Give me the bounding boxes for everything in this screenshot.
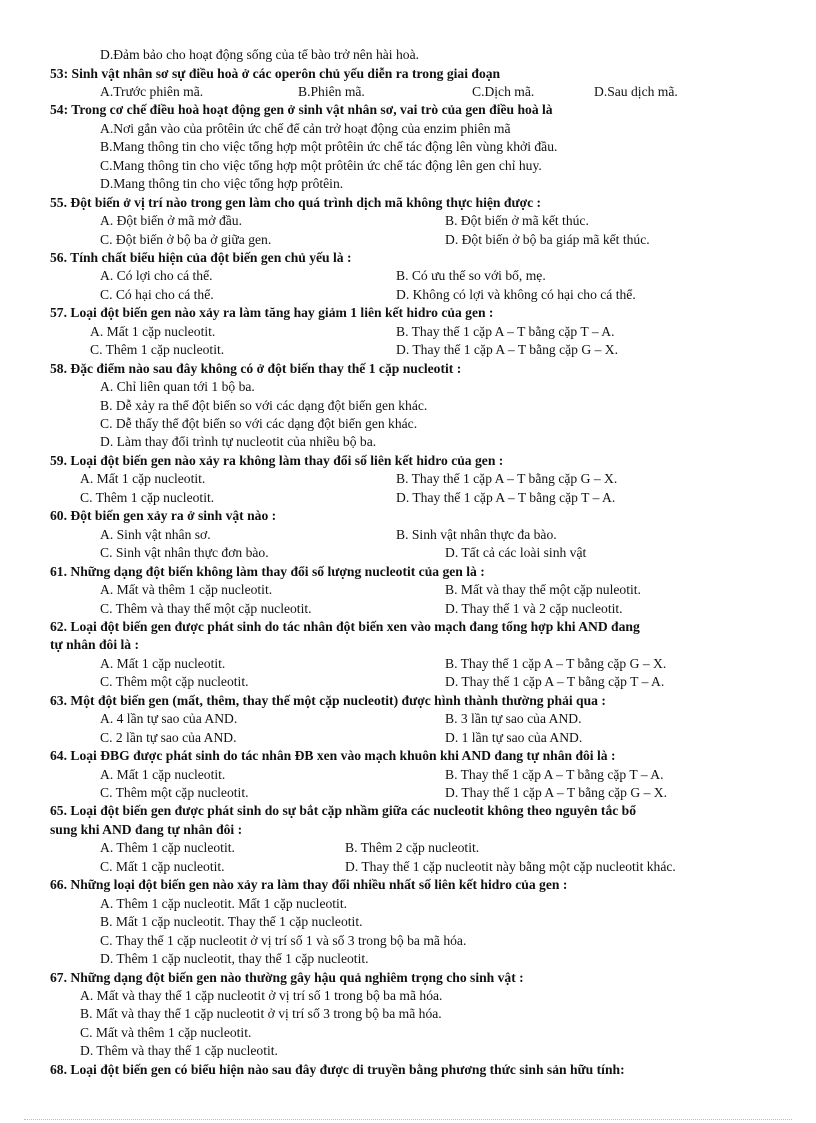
answer-option-row — [0, 489, 816, 507]
question-text: 53: Sinh vật nhân sơ sự điều hoà ở các operôn chủ yếu diễn ra trong giai đoạn — [50, 65, 501, 81]
answer-option: D. Thay thế 1 cặp A – T bằng cặp G – X. — [445, 785, 667, 800]
answer-option: D. Tất cả các loài sinh vật — [445, 545, 587, 561]
answer-option: A.Trước phiên mã. — [100, 83, 204, 99]
answer-option: A. Sinh vật nhân sơ. — [100, 526, 211, 542]
question-text: 65. Loại đột biến gen được phát sinh do sự bắt cặp nhầm giữa các nucleotit không theo nguyên tắc bổ — [50, 803, 637, 819]
answer-option-row — [0, 655, 816, 673]
answer-option: A. Mất 1 cặp nucleotit. — [100, 655, 226, 671]
answer-option: C. Mất và thêm 1 cặp nucleotit. — [80, 1024, 252, 1040]
answer-option-row — [0, 544, 816, 562]
answer-option-row — [0, 341, 816, 359]
answer-option: B. Mất 1 cặp nucleotit. Thay thế 1 cặp nucleotit. — [100, 914, 363, 930]
question-text: 63. Một đột biến gen (mất, thêm, thay thế một cặp nucleotit) được hình thành thường phải qua : — [50, 692, 606, 708]
answer-option: A. Mất 1 cặp nucleotit. — [80, 471, 206, 487]
answer-option: C. 2 lần tự sao của AND. — [100, 729, 237, 745]
answer-option-row — [0, 839, 816, 857]
question-text: 67. Những dạng đột biến gen nào thường gây hậu quả nghiêm trọng cho sinh vật : — [50, 969, 524, 985]
answer-option: A. Chỉ liên quan tới 1 bộ ba. — [100, 379, 255, 395]
answer-option: A. Mất 1 cặp nucleotit. — [100, 766, 226, 782]
answer-option: B.Mang thông tin cho việc tổng hợp một prôtêin ức chế tác động lên vùng khởi đầu. — [100, 139, 558, 155]
answer-option: B. Mất và thay thế 1 cặp nucleotit ở vị trí số 3 trong bộ ba mã hóa. — [80, 1006, 442, 1022]
answer-option: A. 4 lần tự sao của AND. — [100, 711, 238, 727]
answer-option: D. Thay thế 1 cặp A – T bằng cặp T – A. — [396, 489, 616, 505]
answer-option-row — [0, 710, 816, 728]
answer-option: D.Sau dịch mã. — [594, 83, 678, 99]
answer-option: D. Làm thay đổi trình tự nucleotit của nhiều bộ ba. — [100, 434, 377, 450]
answer-option-row — [0, 729, 816, 747]
answer-option: A. Mất 1 cặp nucleotit. — [90, 323, 216, 339]
answer-option-row — [0, 323, 816, 341]
answer-option: C. Có hại cho cá thể. — [100, 286, 214, 302]
answer-option: C. Thêm 1 cặp nucleotit. — [80, 489, 215, 505]
answer-option: D. Thay thế 1 cặp A – T bằng cặp T – A. — [445, 674, 665, 690]
answer-option: A. Đột biến ở mã mở đầu. — [100, 213, 242, 228]
answer-option: C. Thêm một cặp nucleotit. — [100, 674, 249, 690]
answer-option: C. Sinh vật nhân thực đơn bào. — [100, 545, 269, 561]
answer-option: C.Mang thông tin cho việc tổng hợp một prôtêin ức chế tác động lên gen chỉ huy. — [100, 157, 542, 173]
answer-option: D. 1 lần tự sao của AND. — [445, 729, 583, 745]
answer-option: C. Đột biến ở bộ ba ở giữa gen. — [100, 231, 272, 247]
answer-option: D. Thay thế 1 và 2 cặp nucleotit. — [445, 600, 623, 616]
answer-option: C.Dịch mã. — [472, 83, 535, 99]
answer-option-row — [0, 600, 816, 618]
answer-option: B. 3 lần tự sao của AND. — [445, 711, 582, 727]
answer-option-row — [0, 267, 816, 285]
answer-option: B. Sinh vật nhân thực đa bào. — [396, 526, 557, 542]
answer-option: D.Đảm bảo cho hoạt động sống của tế bào trở nên hài hoà. — [100, 47, 420, 62]
answer-option: B. Dễ xảy ra thể đột biến so với các dạng đột biến gen khác. — [100, 397, 428, 413]
answer-option: B. Thay thế 1 cặp A – T bằng cặp G – X. — [445, 655, 667, 671]
answer-option: D. Thay thế 1 cặp A – T bằng cặp G – X. — [396, 342, 618, 358]
answer-option: D. Thêm và thay thế 1 cặp nucleotit. — [80, 1043, 278, 1059]
answer-option-row — [0, 766, 816, 784]
question-text: 60. Đột biến gen xảy ra ở sinh vật nào : — [50, 508, 277, 524]
answer-option: A. Có lợi cho cá thể. — [100, 268, 213, 284]
answer-option: C. Thay thế 1 cặp nucleotit ở vị trí số 1 và số 3 trong bộ ba mã hóa. — [100, 932, 467, 948]
answer-option-row — [0, 286, 816, 304]
answer-option: B.Phiên mã. — [298, 83, 365, 99]
answer-option-row — [0, 858, 816, 876]
answer-option-row — [0, 784, 816, 802]
answer-option: D. Không có lợi và không có hại cho cá thể. — [396, 286, 636, 302]
answer-option-row — [0, 526, 816, 544]
question-text: 58. Đặc điểm nào sau đây không có ở đột biến thay thế 1 cặp nucleotit : — [50, 360, 462, 376]
answer-option-row — [0, 83, 816, 101]
answer-option-row — [0, 231, 816, 249]
question-text: 55. Đột biến ở vị trí nào trong gen làm cho quá trình dịch mã không thực hiện được : — [50, 194, 542, 210]
answer-option: A. Thêm 1 cặp nucleotit. Mất 1 cặp nucleotit. — [100, 895, 348, 911]
answer-option: B. Mất và thay thế một cặp nuleotit. — [445, 582, 641, 597]
question-text: 56. Tính chất biểu hiện của đột biến gen chủ yếu là : — [50, 249, 352, 265]
answer-option: D.Mang thông tin cho việc tổng hợp prôtêin. — [100, 176, 344, 192]
question-text: 54: Trong cơ chế điều hoà hoạt động gen ở sinh vật nhân sơ, vai trò của gen điều hoà là — [50, 102, 553, 118]
question-text: 59. Loại đột biến gen nào xảy ra không làm thay đổi số liên kết hidro của gen : — [50, 452, 504, 468]
page-bottom-divider — [24, 1119, 792, 1120]
answer-option: A. Thêm 1 cặp nucleotit. — [100, 840, 235, 856]
question-text: 64. Loại ĐBG được phát sinh do tác nhân ĐB xen vào mạch khuôn khi AND đang tự nhân đôi là : — [50, 748, 616, 764]
question-text: 66. Những loại đột biến gen nào xảy ra làm thay đổi nhiều nhất số liên kết hidro của gen : — [50, 877, 568, 893]
answer-option: B. Thay thế 1 cặp A – T bằng cặp G – X. — [396, 471, 618, 487]
answer-option: C. Mất 1 cặp nucleotit. — [100, 858, 225, 874]
answer-option: D. Thêm 1 cặp nucleotit, thay thế 1 cặp nucleotit. — [100, 951, 369, 966]
question-text: 61. Những dạng đột biến không làm thay đổi số lượng nucleotit của gen là : — [50, 563, 485, 579]
question-text: 62. Loại đột biến gen được phát sinh do tác nhân đột biến xen vào mạch đang tổng hợp khi AND đang — [50, 618, 640, 634]
answer-option: B. Có ưu thế so với bố, mẹ. — [396, 268, 546, 284]
question-text: tự nhân đôi là : — [50, 637, 139, 653]
answer-option: D. Đột biến ở bộ ba giáp mã kết thúc. — [445, 231, 650, 247]
answer-option: A. Mất và thêm 1 cặp nucleotit. — [100, 582, 273, 597]
answer-option: C. Dễ thấy thể đột biến so với các dạng đột biến gen khác. — [100, 416, 418, 431]
question-text: 57. Loại đột biến gen nào xảy ra làm tăng hay giảm 1 liên kết hidro của gen : — [50, 305, 494, 321]
answer-option: C. Thêm và thay thế một cặp nucleotit. — [100, 600, 312, 616]
answer-option-row — [0, 212, 816, 230]
answer-option-row — [0, 673, 816, 691]
answer-option: B. Thay thế 1 cặp A – T bằng cặp T – A. — [396, 323, 615, 339]
answer-option: B. Thêm 2 cặp nucleotit. — [345, 840, 480, 856]
answer-option: A. Mất và thay thế 1 cặp nucleotit ở vị trí số 1 trong bộ ba mã hóa. — [80, 987, 443, 1003]
answer-option: B. Thay thế 1 cặp A – T bằng cặp T – A. — [445, 766, 664, 782]
answer-option-row — [0, 470, 816, 488]
answer-option: C. Thêm 1 cặp nucleotit. — [90, 342, 225, 358]
answer-option: B. Đột biến ở mã kết thúc. — [445, 213, 589, 228]
answer-option-row — [0, 581, 816, 599]
question-text: sung khi AND đang tự nhân đôi : — [50, 821, 243, 837]
answer-option: D. Thay thế 1 cặp nucleotit này bằng một cặp nucleotit khác. — [345, 858, 676, 874]
answer-option: C. Thêm một cặp nucleotit. — [100, 785, 249, 800]
answer-option: A.Nơi gắn vào của prôtêin ức chế để cản trở hoạt động của enzim phiên mã — [100, 120, 511, 136]
question-text: 68. Loại đột biến gen có biểu hiện nào sau đây được di truyền bằng phương thức sinh sản hữu tính: — [50, 1061, 625, 1077]
